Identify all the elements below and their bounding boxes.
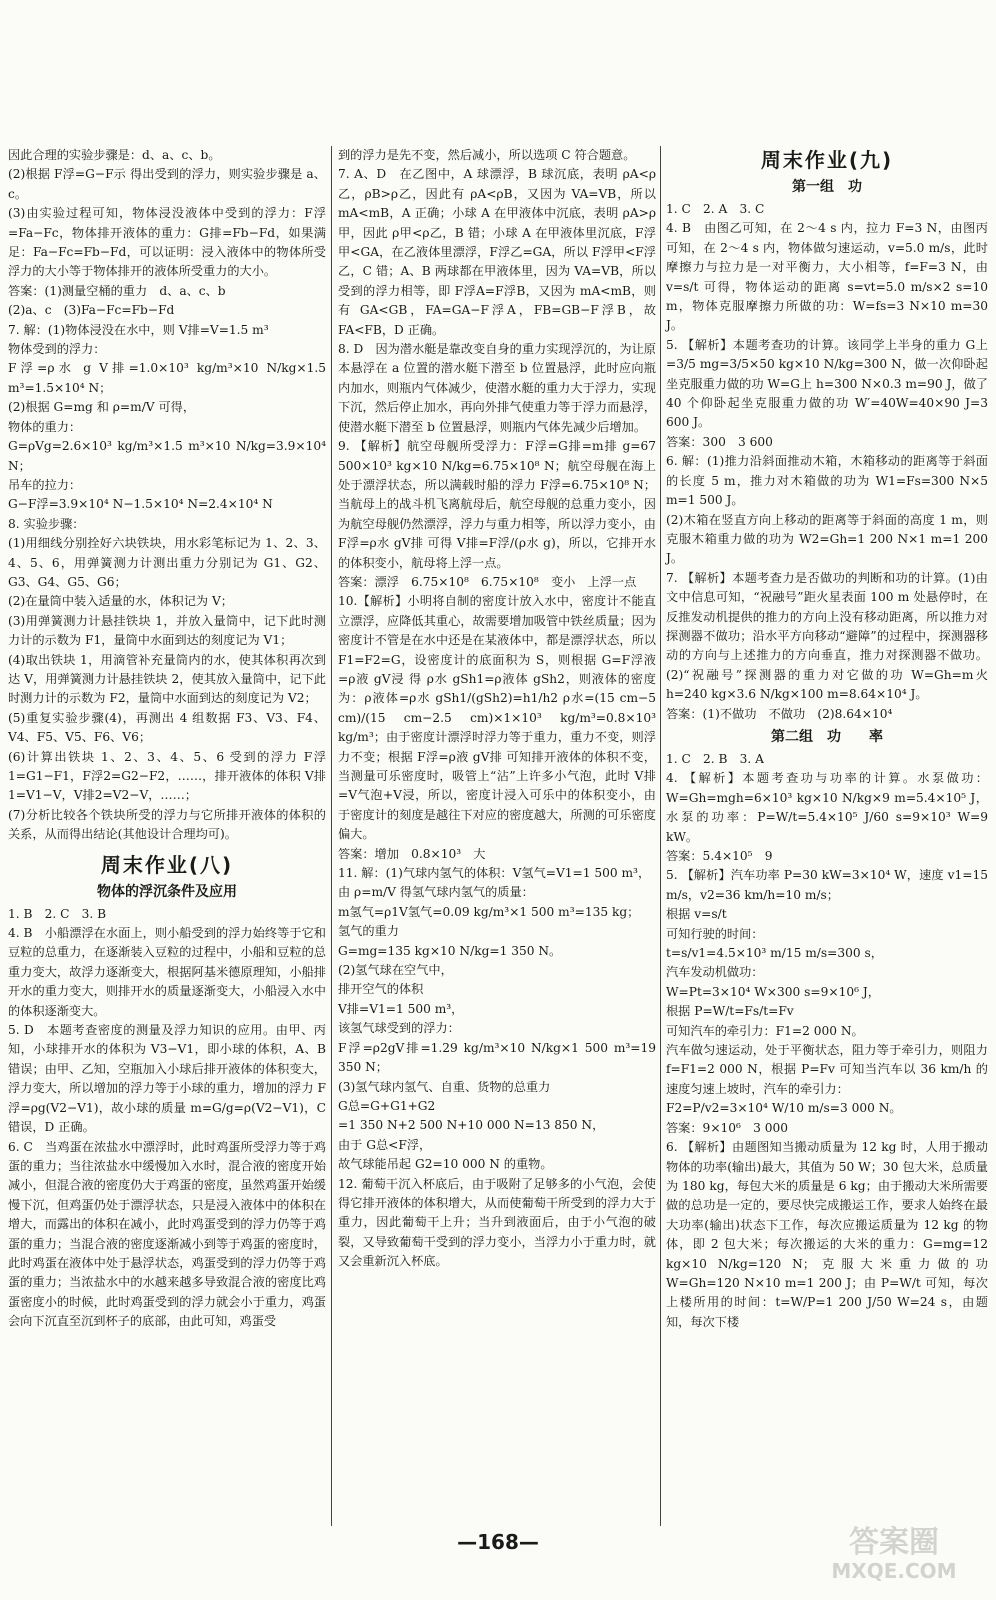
paragraph: G=mg=135 kg×10 N/kg=1 350 N。 bbox=[338, 943, 562, 958]
paragraph: F浮=ρ2gV排=1.29 kg/m³×10 N/kg×1 500 m³=19 350 N； bbox=[338, 1040, 660, 1075]
paragraph: 汽车发动机做功： bbox=[666, 965, 764, 980]
paragraph: 到的浮力是先不变，然后减小，所以选项 C 符合题意。 bbox=[338, 148, 636, 162]
paragraph: =1 350 N+2 500 N+10 000 N=13 850 N， bbox=[338, 1118, 605, 1133]
paragraph: 1. C 2. B 3. A bbox=[666, 751, 764, 766]
watermark-logo bbox=[804, 1516, 984, 1586]
paragraph: 7. A、D 在乙图中，A 球漂浮，B 球沉底，表明 ρA<ρ乙，ρB>ρ乙，因此有 ρA<ρB，又因为 VA=VB，所以 mA<mB，A 正确；小球 A 在甲液体中沉底，表明 ρA>ρ甲，因此 ρ甲<ρ乙，B 错；小球 A 在甲液体里沉底，F浮甲<GA，在乙液体里漂浮，F浮乙=GA，所以 F浮甲<F浮乙，C 错；A、B 两球都在甲液体里，因为 VA=VB，所以受到的浮力相等，即 F浮A=F浮B，又因为 mA<mB，则有 GA<GB，FA=GA−F浮A，FB=GB−F浮B，故 FA<FB，D 正确。 bbox=[338, 167, 660, 337]
paragraph: (2)在量筒中装入适量的水，体积记为 V； bbox=[8, 594, 233, 609]
paragraph: (5)重复实验步骤(4)，再测出 4 组数据 F3、V3、F4、V4、F5、V5、F6、V6； bbox=[8, 710, 326, 745]
paragraph: 12. 葡萄干沉入杯底后，由于吸附了足够多的小气泡，会使得它排开液体的体积增大，从而使葡萄干所受到的浮力大于重力，因此葡萄干上升；当升到液面后，由于小气泡的破裂，又导致葡萄干受到的浮力变小，当浮力小于重力时，就又会重新沉入杯底。 bbox=[338, 1176, 656, 1269]
paragraph: W=Pt=3×10⁴ W×300 s=9×10⁶ J， bbox=[666, 984, 880, 999]
paragraph: 答案：增加 0.8×10³ 大 bbox=[338, 846, 486, 861]
paragraph: 由 ρ=m/V 得氢气球内氢气的质量： bbox=[338, 885, 534, 900]
paragraph: (2)根据 G=mg 和 ρ=m/V 可得， bbox=[8, 400, 196, 415]
paragraph: 7. 解：(1)物体浸没在水中，则 V排=V=1.5 m³ bbox=[8, 322, 269, 337]
paragraph: 4. B 小船漂浮在水面上，则小船受到的浮力始终等于它和豆粒的总重力，在逐渐装入豆粒的过程中，小船和豆粒的总重力变大，故浮力逐渐变大，根据阿基米德原理知，小船排开水的重力变大，则排开水的质量逐渐变大，小船浸入水中的体积逐渐变大。 bbox=[8, 926, 326, 1018]
svg-text:MXQE.COM: MXQE.COM bbox=[831, 1559, 957, 1583]
paragraph: (2)氢气球在空气中， bbox=[338, 963, 453, 978]
paragraph: (2)根据 F浮=G−F示 得出受到的浮力，则实验步骤是 a、c。 bbox=[8, 167, 326, 201]
paragraph: 该氢气球受到的浮力： bbox=[338, 1021, 460, 1036]
paragraph: 9. 【解析】航空母舰所受浮力：F浮=G排=m排 g=67 500×10³ kg×10 N/kg=6.75×10⁸ N；航空母舰在海上处于漂浮状态，所以满载时船的浮力 F浮=6.75×10⁸ N；当航母上的战斗机飞离航母后，航空母舰的总重力变小，因为航空母舰仍然漂浮，浮力与重力相等，所以浮力变小，由 F浮=ρ水 gV排 可得 V排=F浮/(ρ水 g)，所以，它排开水的体积变小，航母将上浮一点。 bbox=[338, 439, 660, 570]
paragraph: 排开空气的体积 bbox=[338, 982, 424, 997]
paragraph: 1. B 2. C 3. B bbox=[8, 906, 107, 921]
paragraph: (2)a、c (3)Fa−Fc=Fb−Fd bbox=[8, 303, 175, 318]
section-title-8: 周末作业(八) bbox=[100, 852, 234, 877]
paragraph: (6)计算出铁块 1、2、3、4、5、6 受到的浮力 F浮1=G1−F1，F浮2=G2−F2，……，排开液体的体积 V排1=V1−V，V排2=V2−V，……； bbox=[8, 749, 326, 803]
paragraph: 8. D 因为潜水艇是靠改变自身的重力实现浮沉的，为让原本悬浮在 a 位置的潜水艇下潜至 b 位置悬浮，此时应向瓶内加水，则瓶内气体减少，使潜水艇的重力大于浮力，实现下沉，然后停止加水，再向外排气使重力等于浮力而悬浮，使潜水艇下潜至 b 位置悬浮，则瓶内气体先减少后增加。 bbox=[338, 342, 656, 434]
column-divider bbox=[660, 146, 661, 1526]
paragraph: F2=P/v2=3×10⁴ W/10 m/s=3 000 N。 bbox=[666, 1101, 902, 1116]
paragraph: 由于 G总<F浮， bbox=[338, 1137, 432, 1152]
paragraph: 6. 解：(1)推力沿斜面推动木箱，木箱移动的距离等于斜面的长度 5 m，推力对木箱做的功为 W1=Fs=300 N×5 m=1 500 J。 bbox=[666, 454, 992, 508]
section-title-9: 周末作业(九) bbox=[760, 148, 894, 172]
paragraph: (4)取出铁块 1，用滴管补充量筒内的水，使其体积再次到达 V，用弹簧测力计悬挂铁块 2，使其放入量筒中，记下此时测力计的示数为 F2，量筒中水面到达的刻度记为 V2； bbox=[8, 652, 326, 706]
paragraph: G−F浮=3.9×10⁴ N−1.5×10⁴ N=2.4×10⁴ N bbox=[8, 497, 273, 512]
paragraph: 可知汽车的牵引力：F1=2 000 N。 bbox=[666, 1023, 864, 1038]
svg-text:答案圈: 答案圈 bbox=[849, 1525, 939, 1560]
paragraph: 根据 P=W/t=Fs/t=Fv bbox=[666, 1004, 794, 1019]
paragraph: V排=V1=1 500 m³， bbox=[338, 1001, 464, 1016]
paragraph: 物体的重力： bbox=[8, 419, 82, 434]
paragraph: 10.【解析】小明将自制的密度计放入水中，密度计不能直立漂浮，应降低其重心，故需要增加吸管中铁丝质量；因为密度计不管是在水中还是在某液体中，都是漂浮状态，所以 F1=F2=G，设密度计的底面积为 S，则根据 G=F浮液=ρ液 gV浸 得 ρ水 gSh1=ρ液体 gSh2，则液体的密度为：ρ液体=ρ水 gSh1/(gSh2)=h1/h2 ρ水=(15 cm−5 cm)/(15 cm−2.5 cm)×1×10³ kg/m³=0.8×10³ kg/m³；由于密度计漂浮时浮力等于重力，重力不变，则浮力不变；根据 F浮=ρ液 gV排 可知排开液体的体积不变，当测量可乐密度时，吸管上“沾”上许多小气泡，此时 V排=V气泡+V浸，所以，密度计浸入可乐中的体积变小，由于密度计的刻度是越往下对应的密度越大，所测的可乐密度偏大。 bbox=[338, 594, 660, 842]
paragraph: 4. 【解析】本题考查功与功率的计算。水泵做功：W=Gh=mgh=6×10³ kg×10 N/kg×9 m=5.4×10⁵ J，水泵的功率：P=W/t=5.4×10⁵ J/60 s=9×10³ W=9 kW。 bbox=[666, 771, 992, 844]
column-right bbox=[666, 146, 992, 1332]
paragraph: G总=G+G1+G2 bbox=[338, 1098, 436, 1113]
paragraph: 7. 【解析】本题考查力是否做功的判断和功的计算。(1)由文中信息可知，“祝融号”距火星表面 100 m 处悬停时，在反推发动机提供的推力的方向上没有移动距离，所以推力对探测器不做功；沿水平方向移动“避障”的过程中，探测器移动的方向与上述推力的方向垂直，推力对探测器不做功。(2)“祝融号”探测器的重力对它做的功 W=Gh=m火 h=240 kg×3.6 N/kg×100 m=8.64×10⁴ J。 bbox=[666, 570, 992, 702]
paragraph: 答案：300 3 600 bbox=[666, 434, 773, 449]
paragraph: 5. 【解析】汽车功率 P=30 kW=3×10⁴ W，速度 v1=15 m/s，v2=36 km/h=10 m/s； bbox=[666, 868, 992, 902]
paragraph: (1)用细线分别拴好六块铁块，用水彩笔标记为 1、2、3、4、5、6，用弹簧测力计测出重力分别记为 G1、G2、G3、G4、G5、G6； bbox=[8, 536, 326, 589]
paragraph: G=ρVg=2.6×10³ kg/m³×1.5 m³×10 N/kg=3.9×10⁴ N； bbox=[8, 439, 330, 473]
column-left bbox=[8, 146, 330, 1332]
paragraph: 可知行驶的时间： bbox=[666, 926, 764, 941]
paragraph: F浮=ρ水 g V排=1.0×10³ kg/m³×10 N/kg×1.5 m³=1.5×10⁴ N； bbox=[8, 361, 330, 395]
group-title-work: 第一组 功 bbox=[792, 179, 862, 195]
paragraph: 汽车做匀速运动，处于平衡状态，阻力等于牵引力，则阻力 f=F1=2 000 N，根据 P=Fv 可知当汽车以 36 km/h 的速度匀速上坡时，汽车的牵引力： bbox=[666, 1043, 992, 1096]
column-divider bbox=[331, 146, 332, 1526]
group-title-power: 第二组 功 率 bbox=[771, 728, 883, 745]
paragraph: (3)用弹簧测力计悬挂铁块 1，并放入量筒中，记下此时测力计的示数为 F1，量筒中水面到达的刻度记为 V1； bbox=[8, 613, 326, 648]
paragraph: (7)分析比较各个铁块所受的浮力与它所排开液体的体积的关系，从而得出结论(其他设计合理均可)。 bbox=[8, 807, 326, 842]
paragraph: 因此合理的实验步骤是：d、a、c、b。 bbox=[8, 148, 221, 162]
paragraph: (3)由实验过程可知，物体浸没液体中受到的浮力：F浮=Fa−Fc，物体排开液体的重力：G排=Fb−Fd，如果满足：Fa−Fc=Fb−Fd，可以证明：浸入液体中的物体所受浮力的大小等于物体排开的液体所受重力的大小。 bbox=[8, 206, 326, 279]
paragraph: 答案：漂浮 6.75×10⁸ 6.75×10⁸ 变小 上浮一点 bbox=[338, 574, 637, 589]
paragraph: 答案：9×10⁶ 3 000 bbox=[666, 1120, 788, 1135]
paragraph: 吊车的拉力： bbox=[8, 477, 82, 492]
paragraph: 5. D 本题考查密度的测量及浮力知识的应用。由甲、丙知，小球排开水的体积为 V3−V1，即小球的体积，A、B 错误；由甲、乙知，空瓶加入小球后排开液体的体积变大，浮力变大，所以增加的浮力等于小球的重力，增加的浮力 F浮=ρg(V2−V1)，故小球的质量 m=G/g=ρ(V2−V1)，C 错误，D 正确。 bbox=[8, 1023, 330, 1135]
paragraph: (3)氢气球内氢气、自重、货物的总重力 bbox=[338, 1079, 551, 1094]
paragraph: 答案：(1)测量空桶的重力 d、a、c、b bbox=[8, 283, 226, 298]
paragraph: 6. C 当鸡蛋在浓盐水中漂浮时，此时鸡蛋所受浮力等于鸡蛋的重力；当往浓盐水中缓慢加入水时，混合液的密度开始减小，但混合液的密度仍大于鸡蛋的密度，虽然鸡蛋开始缓慢下沉，但鸡蛋仍处于漂浮状态，只是浸入液体中的体积在增大，而露出的体积在减小，此时鸡蛋受到的浮力仍等于鸡蛋的重力；当混合液的密度逐渐减小到等于鸡蛋的密度时，此时鸡蛋在液体中处于悬浮状态，鸡蛋受到的浮力仍等于鸡蛋的重力；当浓盐水中的水越来越多导致混合液的密度比鸡蛋密度小的时候，此时鸡蛋受到的浮力就会小于重力，鸡蛋会向下沉直至沉到杯子的底部，由此可知，鸡蛋受 bbox=[8, 1139, 326, 1329]
paragraph: 5. 【解析】本题考查功的计算。该同学上半身的重力 G上=3/5 mg=3/5×50 kg×10 N/kg=300 N，做一次仰卧起坐克服重力做的功 W=G上 h=300 N×0.3 m=90 J，做了 40 个仰卧起坐克服重力做的功 W′=40W=40×90 J=3 600 J。 bbox=[666, 337, 992, 430]
paragraph: 答案：5.4×10⁵ 9 bbox=[666, 849, 773, 863]
page-number: —168— bbox=[457, 1530, 539, 1554]
paragraph: 4. B 由图乙可知，在 2～4 s 内，拉力 F=3 N，由图丙可知，在 2～4 s 内，物体做匀速运动，v=5.0 m/s，此时摩擦力与拉力是一对平衡力，大小相等，f=F=3 N，由 v=s/t 可得，物体运动的距离 s=vt=5.0 m/s×2 s=10 m，物体克服摩擦力所做的功：W=fs=3 N×10 m=30 J。 bbox=[666, 221, 992, 333]
paragraph: 答案：(1)不做功 不做功 (2)8.64×10⁴ bbox=[666, 706, 893, 721]
paragraph: 根据 v=s/t bbox=[666, 907, 727, 922]
paragraph: 氢气的重力 bbox=[338, 924, 399, 939]
paragraph: m氢气=ρ1V氢气=0.09 kg/m³×1 500 m³=135 kg； bbox=[338, 904, 640, 919]
paragraph: 6. 【解析】由题图知当搬动质量为 12 kg 时，人用于搬动物体的功率(输出)最大，其值为 50 W；30 包大米，总质量为 180 kg，每包大米的质量是 6 kg；由于搬动大米所需要做的总功是一定的，要尽快完成搬运工作，要求人始终在最大功率(输出)状态下工作，每次应搬运质量为 12 kg 的物体，即 2 包大米；每次搬运的大米的重力：G=mg=12 kg×10 N/kg=120 N；克服大米重力做的功 W=Gh=120 N×10 m=1 200 J；由 P=W/t 可知，每次上楼所用的时间：t=W/P=1 200 J/50 W=24 s，由题知，每次下楼 bbox=[666, 1140, 992, 1329]
paragraph: 物体受到的浮力： bbox=[8, 342, 106, 357]
paragraph: 8. 实验步骤： bbox=[8, 516, 85, 531]
section-subtitle-8: 物体的浮沉条件及应用 bbox=[97, 883, 237, 900]
paragraph: 故气球能吊起 G2=10 000 N 的重物。 bbox=[338, 1157, 553, 1172]
column-middle bbox=[338, 146, 660, 1272]
paragraph: (2)木箱在竖直方向上移动的距离等于斜面的高度 1 m，则克服木箱重力做的功为 W2=Gh=1 200 N×1 m=1 200 J。 bbox=[666, 512, 992, 566]
paragraph: t=s/v1=4.5×10³ m/15 m/s=300 s， bbox=[666, 946, 883, 961]
paragraph: 1. C 2. A 3. C bbox=[666, 202, 765, 216]
paragraph: 11. 解：(1)气球内氢气的体积：V氢气=V1=1 500 m³， bbox=[338, 866, 651, 881]
